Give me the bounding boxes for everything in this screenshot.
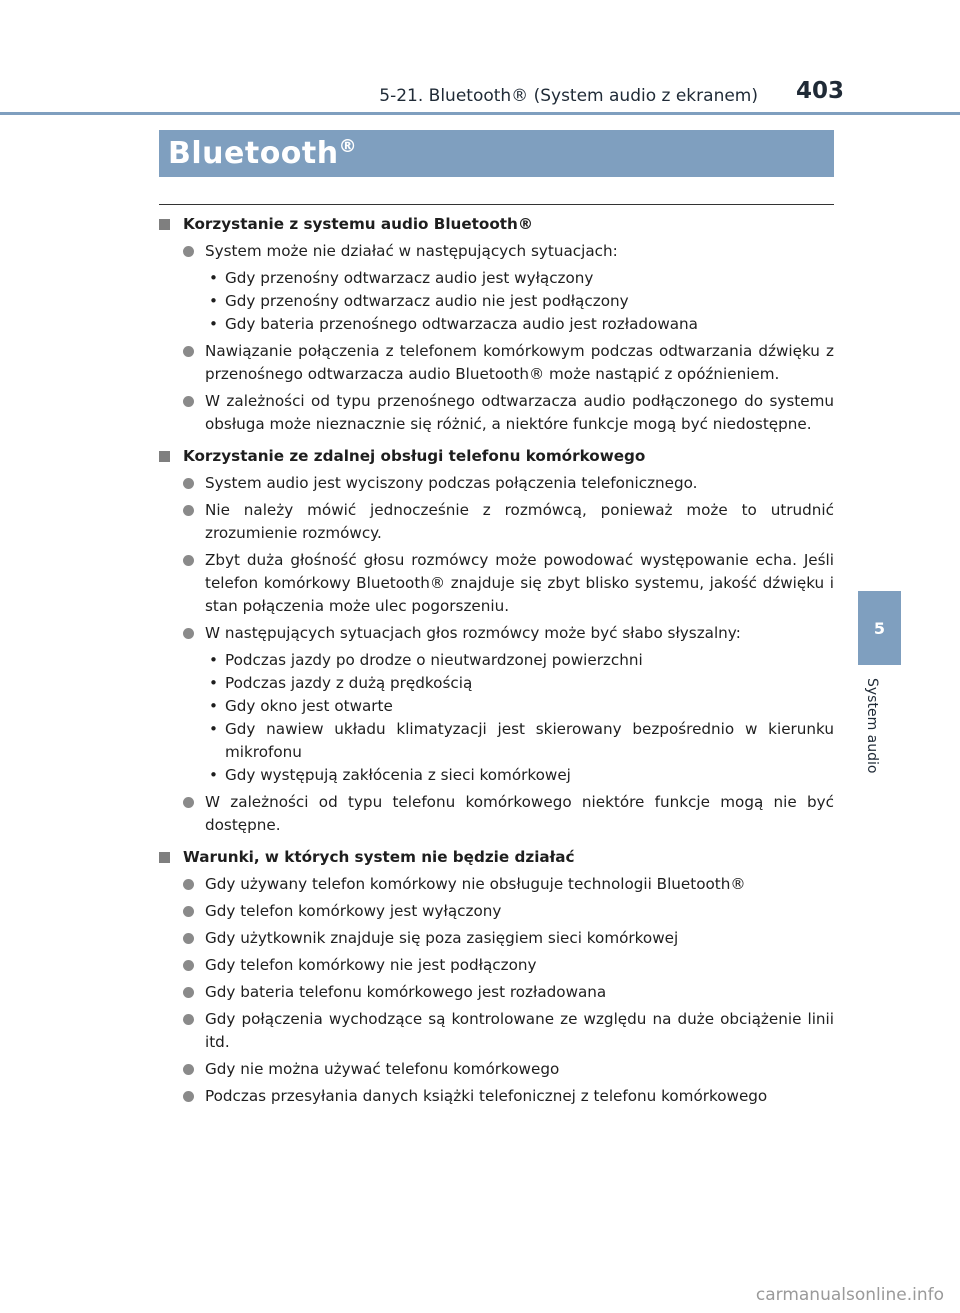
bullet-item — [159, 1085, 834, 1108]
sub-list-item — [159, 672, 834, 695]
bullet-text: Nawiązanie połączenia z telefonem komórkowym podczas odtwarzania dźwięku z przenośnego odtwarzacza audio Bluetooth® może nastąpić z opóźnieniem. — [205, 342, 834, 383]
bullet-text: Podczas przesyłania danych książki telefonicznej z telefonu komórkowego — [205, 1087, 768, 1105]
circle-bullet-icon — [183, 346, 194, 357]
bullet-text: Gdy telefon komórkowy nie jest podłączony — [205, 956, 537, 974]
circle-bullet-icon — [183, 1064, 194, 1075]
small-bullet-icon: • — [209, 697, 218, 715]
sub-list-item — [159, 764, 834, 787]
sub-list-text: Gdy przenośny odtwarzacz audio nie jest podłączony — [225, 292, 629, 310]
sub-list-text: Gdy przenośny odtwarzacz audio jest wyłączony — [225, 269, 594, 287]
bullet-item — [159, 1058, 834, 1081]
bullet-item — [159, 622, 834, 645]
bullet-text: System audio jest wyciszony podczas połączenia telefonicznego. — [205, 474, 698, 492]
sub-list-text: Gdy nawiew układu klimatyzacji jest skierowany bezpośrednio w kierunku mikrofonu — [225, 720, 834, 761]
bullet-text: Gdy używany telefon komórkowy nie obsługuje technologii Bluetooth® — [205, 875, 746, 893]
section-heading-text: Korzystanie ze zdalnej obsługi telefonu komórkowego — [183, 447, 646, 465]
sub-list-text: Gdy występują zakłócenia z sieci komórkowej — [225, 766, 571, 784]
bullet-text: Gdy połączenia wychodzące są kontrolowane ze względu na duże obciążenie linii itd. — [205, 1010, 834, 1051]
title-bar — [159, 130, 834, 177]
sub-list — [159, 267, 834, 336]
bullet-text: W następujących sytuacjach głos rozmówcy może być słabo słyszalny: — [205, 624, 741, 642]
content-body — [159, 213, 834, 1112]
bullet-item — [159, 499, 834, 545]
circle-bullet-icon — [183, 505, 194, 516]
watermark: carmanualsonline.info — [755, 1285, 944, 1305]
circle-bullet-icon — [183, 987, 194, 998]
bullet-item — [159, 927, 834, 950]
small-bullet-icon: • — [209, 720, 218, 738]
square-bullet-icon — [159, 219, 170, 230]
bullet-text: Gdy nie można używać telefonu komórkowego — [205, 1060, 560, 1078]
section-heading-text: Korzystanie z systemu audio Bluetooth® — [183, 215, 534, 233]
bullet-item — [159, 954, 834, 977]
sub-list-item — [159, 695, 834, 718]
chapter-number: 5 — [873, 618, 886, 638]
bullet-item — [159, 981, 834, 1004]
small-bullet-icon: • — [209, 292, 218, 310]
chapter-tab — [858, 591, 901, 665]
bullet-item — [159, 549, 834, 618]
circle-bullet-icon — [183, 879, 194, 890]
sub-list-text: Podczas jazdy z dużą prędkością — [225, 674, 473, 692]
small-bullet-icon: • — [209, 651, 218, 669]
bullet-text: Gdy bateria telefonu komórkowego jest rozładowana — [205, 983, 607, 1001]
section-heading — [159, 846, 834, 869]
sub-list-item — [159, 649, 834, 672]
section-heading-text: Warunki, w których system nie będzie działać — [183, 848, 575, 866]
bullet-text: Nie należy mówić jednocześnie z rozmówcą, ponieważ może to utrudnić zrozumienie rozmówcy. — [205, 501, 834, 542]
circle-bullet-icon — [183, 555, 194, 566]
bullet-item — [159, 900, 834, 923]
title-rule — [159, 204, 834, 205]
square-bullet-icon — [159, 451, 170, 462]
bullet-text: Gdy telefon komórkowy jest wyłączony — [205, 902, 502, 920]
chapter-label: System audio — [864, 678, 880, 774]
small-bullet-icon: • — [209, 315, 218, 333]
bullet-text: System może nie działać w następujących sytuacjach: — [205, 242, 618, 260]
sub-list-item — [159, 313, 834, 336]
small-bullet-icon: • — [209, 269, 218, 287]
circle-bullet-icon — [183, 478, 194, 489]
header-rule — [0, 112, 960, 115]
sub-list-item — [159, 718, 834, 764]
circle-bullet-icon — [183, 906, 194, 917]
circle-bullet-icon — [183, 1091, 194, 1102]
sub-list-item — [159, 290, 834, 313]
bullet-text: Gdy użytkownik znajduje się poza zasięgiem sieci komórkowej — [205, 929, 679, 947]
circle-bullet-icon — [183, 960, 194, 971]
bullet-text: W zależności od typu przenośnego odtwarzacza audio podłączonego do systemu obsługa może nieznacznie się różnić, a niektóre funkcje mogą być niedostępne. — [205, 392, 834, 433]
circle-bullet-icon — [183, 1014, 194, 1025]
small-bullet-icon: • — [209, 674, 218, 692]
bullet-text: W zależności od typu telefonu komórkowego niektóre funkcje mogą nie być dostępne. — [205, 793, 834, 834]
sub-list-text: Podczas jazdy po drodze o nieutwardzonej powierzchni — [225, 651, 643, 669]
section-heading — [159, 445, 834, 468]
circle-bullet-icon — [183, 628, 194, 639]
sub-list-text: Gdy bateria przenośnego odtwarzacza audio jest rozładowana — [225, 315, 698, 333]
circle-bullet-icon — [183, 933, 194, 944]
running-header: 5-21. Bluetooth® (System audio z ekranem) — [379, 86, 758, 106]
bullet-item — [159, 340, 834, 386]
bullet-item — [159, 240, 834, 263]
bullet-item — [159, 1008, 834, 1054]
circle-bullet-icon — [183, 797, 194, 808]
page-title: Bluetooth® — [168, 136, 358, 171]
bullet-item — [159, 791, 834, 837]
bullet-item — [159, 873, 834, 896]
sub-list-text: Gdy okno jest otwarte — [225, 697, 393, 715]
square-bullet-icon — [159, 852, 170, 863]
bullet-text: Zbyt duża głośność głosu rozmówcy może powodować występowanie echa. Jeśli telefon komórkowy Bluetooth® znajduje się zbyt blisko systemu, jakość dźwięku i stan połączenia może ulec pogorszeniu. — [205, 551, 834, 615]
circle-bullet-icon — [183, 396, 194, 407]
section-heading — [159, 213, 834, 236]
bullet-item — [159, 472, 834, 495]
small-bullet-icon: • — [209, 766, 218, 784]
sub-list — [159, 649, 834, 787]
circle-bullet-icon — [183, 246, 194, 257]
page-number: 403 — [796, 78, 845, 104]
bullet-item — [159, 390, 834, 436]
sub-list-item — [159, 267, 834, 290]
